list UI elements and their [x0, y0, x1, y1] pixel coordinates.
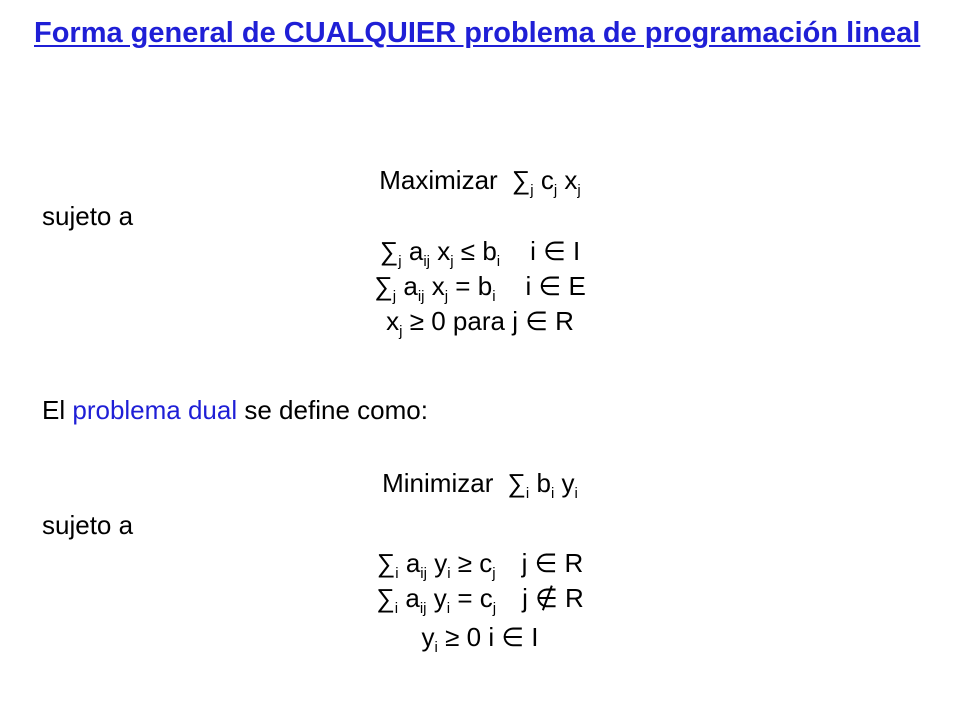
primal-objective: Maximizar $\sum_j$ $c_j$ $x_j$: [379, 165, 581, 199]
dual-intro-sentence: El problema dual se define como:: [42, 395, 428, 425]
dual-problem-highlight: problema dual: [72, 395, 238, 425]
primal-constraint-equality: $\sum_j$ $a_{ij}$ $x_j = b_i$ i ∈ E: [374, 271, 586, 305]
dual-objective: Minimizar $\sum_i$ $b_i$ $y_i$: [382, 468, 578, 502]
primal-sign-constraint: $x_j \ge 0$ para j ∈ R: [386, 306, 574, 340]
dual-constraint-equality: $\sum_i$ $a_{ij}$ $y_i = c_j$ j ∉ R: [376, 583, 584, 617]
dual-subject-to: sujeto a: [42, 510, 134, 540]
slide-title: Forma general de CUALQUIER problema de programación lineal: [34, 17, 921, 49]
primal-subject-to: sujeto a: [42, 201, 134, 231]
primal-constraint-inequality: $\sum_j$ $a_{ij}$ $x_j \le b_i$ i ∈ I: [379, 236, 581, 270]
dual-sign-constraint: $y_i \ge 0$ i ∈ I: [421, 622, 539, 656]
dual-constraint-inequality: $\sum_i$ $a_{ij}$ $y_i \ge c_j$ j ∈ R: [376, 548, 584, 582]
